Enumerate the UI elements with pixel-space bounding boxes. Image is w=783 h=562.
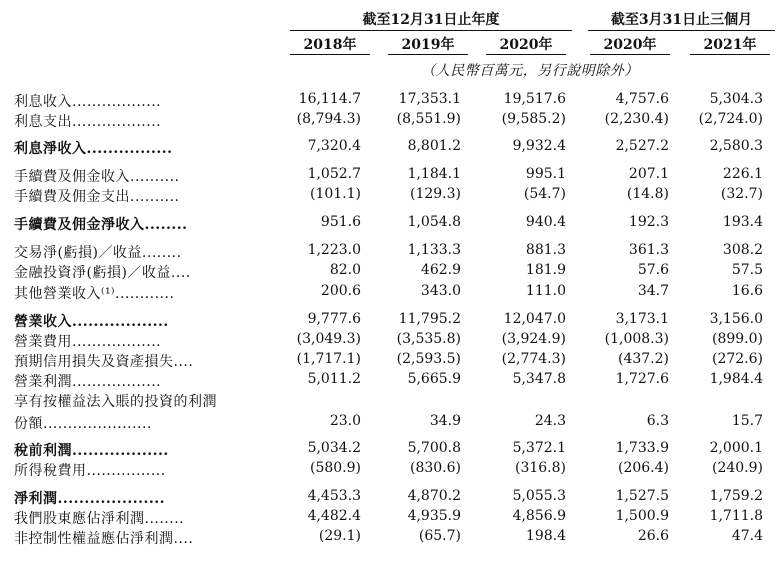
cell-value: 2,527.2 <box>615 138 669 154</box>
cell-value: 308.2 <box>722 242 763 258</box>
cell-value: 7,320.4 <box>307 138 361 154</box>
row-label: 稅前利潤.................. <box>14 443 169 459</box>
year-underline-2020-q1 <box>590 54 670 55</box>
cell-value: (2,724.0) <box>698 111 763 127</box>
cell-value: (3,049.3) <box>296 331 361 347</box>
cell-value: (240.9) <box>711 460 763 476</box>
cell-value: 5,700.8 <box>407 440 461 456</box>
header-annual-period: 截至12月31日止年度 <box>362 12 500 28</box>
table-row <box>0 311 783 331</box>
cell-value: 3,156.0 <box>709 311 763 327</box>
cell-value: 3,173.1 <box>615 311 669 327</box>
cell-value: 1,052.7 <box>307 166 361 182</box>
cell-value: (899.0) <box>711 331 763 347</box>
row-label: 份額...................... <box>14 416 152 432</box>
year-underline-2021-q1 <box>690 54 770 55</box>
cell-value: 361.3 <box>628 242 669 258</box>
cell-value: (65.7) <box>418 528 461 544</box>
year-underline-2020 <box>486 54 566 55</box>
cell-value: 9,932.4 <box>512 138 566 154</box>
cell-value: 34.7 <box>637 283 669 299</box>
table-row <box>0 138 783 158</box>
cell-value: 82.0 <box>329 262 361 278</box>
cell-value: 19,517.6 <box>503 91 566 107</box>
header-underline-annual <box>290 30 572 31</box>
year-2019: 2019年 <box>401 37 455 53</box>
header-underline-quarter <box>588 30 775 31</box>
table-row <box>0 460 783 480</box>
cell-value: 111.0 <box>525 283 566 299</box>
table-row <box>0 186 783 206</box>
header-quarter-period: 截至3月31日止三個月 <box>610 12 753 28</box>
table-row <box>0 440 783 460</box>
table-row <box>0 214 783 234</box>
cell-value: 1,184.1 <box>407 166 461 182</box>
row-label: 所得稅費用................ <box>14 463 166 479</box>
cell-value: 1,223.0 <box>307 242 361 258</box>
cell-value: (316.8) <box>514 460 566 476</box>
cell-value: 1,984.4 <box>709 371 763 387</box>
cell-value: 951.6 <box>320 214 361 230</box>
cell-value: 57.6 <box>637 262 669 278</box>
cell-value: 5,372.1 <box>512 440 566 456</box>
table-row <box>0 488 783 508</box>
cell-value: 1,733.9 <box>615 440 669 456</box>
cell-value: 1,527.5 <box>615 488 669 504</box>
cell-value: 2,580.3 <box>709 138 763 154</box>
cell-value: 4,453.3 <box>307 488 361 504</box>
cell-value: (1,717.1) <box>296 351 361 367</box>
cell-value: 940.4 <box>525 214 566 230</box>
cell-value: 5,665.9 <box>407 371 461 387</box>
row-label: 我們股東應佔淨利潤........ <box>14 511 185 527</box>
row-label: 淨利潤.................... <box>14 491 165 507</box>
cell-value: 1,711.8 <box>709 508 763 524</box>
cell-value: 226.1 <box>722 166 763 182</box>
cell-value: 57.5 <box>731 262 763 278</box>
cell-value: 1,759.2 <box>709 488 763 504</box>
cell-value: 9,777.6 <box>307 311 361 327</box>
cell-value: 47.4 <box>731 528 763 544</box>
year-2020-q1: 2020年 <box>603 37 657 53</box>
cell-value: 4,870.2 <box>407 488 461 504</box>
cell-value: 192.3 <box>628 214 669 230</box>
cell-value: (1,008.3) <box>604 331 669 347</box>
cell-value: 16,114.7 <box>298 91 361 107</box>
cell-value: 193.4 <box>722 214 763 230</box>
cell-value: (2,230.4) <box>604 111 669 127</box>
cell-value: (580.9) <box>309 460 361 476</box>
row-label: 手續費及佣金收入.......... <box>14 169 180 185</box>
row-label: 利息收入.................. <box>14 94 162 110</box>
cell-value: 181.9 <box>525 262 566 278</box>
cell-value: (54.7) <box>523 186 566 202</box>
table-row <box>0 351 783 371</box>
cell-value: 2,000.1 <box>709 440 763 456</box>
cell-value: (29.1) <box>318 528 361 544</box>
cell-value: (14.8) <box>626 186 669 202</box>
cell-value: 4,757.6 <box>615 91 669 107</box>
row-label: 金融投資淨(虧損)／收益.... <box>14 265 191 281</box>
cell-value: 5,304.3 <box>709 91 763 107</box>
row-label: 預期信用損失及資產損失.... <box>14 354 194 370</box>
year-underline-2019 <box>388 54 468 55</box>
cell-value: 5,034.2 <box>307 440 361 456</box>
cell-value: (206.4) <box>617 460 669 476</box>
table-row <box>0 331 783 351</box>
table-row <box>0 528 783 548</box>
row-label: 營業費用.................. <box>14 334 162 350</box>
table-row <box>0 371 783 391</box>
year-2020: 2020年 <box>499 37 553 53</box>
row-label: 營業利潤.................. <box>14 374 162 390</box>
cell-value: 15.7 <box>731 413 763 429</box>
row-label: 營業收入.................. <box>14 314 169 330</box>
cell-value: 26.6 <box>637 528 669 544</box>
cell-value: (101.1) <box>309 186 361 202</box>
cell-value: 5,055.3 <box>512 488 566 504</box>
cell-value: 343.0 <box>420 283 461 299</box>
table-row <box>0 111 783 131</box>
cell-value: 16.6 <box>731 283 763 299</box>
year-underline-2018 <box>290 54 370 55</box>
row-label: 非控制性權益應佔淨利潤.... <box>14 531 194 547</box>
cell-value: 23.0 <box>329 413 361 429</box>
cell-value: (3,924.9) <box>501 331 566 347</box>
row-label: 利息淨收入................ <box>14 141 173 157</box>
cell-value: (437.2) <box>617 351 669 367</box>
cell-value: 6.3 <box>646 413 669 429</box>
cell-value: 198.4 <box>525 528 566 544</box>
cell-value: 11,795.2 <box>398 311 461 327</box>
table-row <box>0 91 783 111</box>
cell-value: 34.9 <box>429 413 461 429</box>
cell-value: 4,856.9 <box>512 508 566 524</box>
cell-value: 4,935.9 <box>407 508 461 524</box>
row-label: 利息支出.................. <box>14 114 162 130</box>
row-label: 手續費及佣金支出.......... <box>14 189 180 205</box>
row-label: 其他營業收入⁽¹⁾............ <box>14 286 175 302</box>
cell-value: (8,551.9) <box>396 111 461 127</box>
cell-value: 1,727.6 <box>615 371 669 387</box>
cell-value: (2,774.3) <box>501 351 566 367</box>
table-row <box>0 283 783 303</box>
cell-value: (32.7) <box>720 186 763 202</box>
cropped-text-line <box>30 0 480 6</box>
cell-value: 8,801.2 <box>407 138 461 154</box>
cell-value: 4,482.4 <box>307 508 361 524</box>
cell-value: (830.6) <box>409 460 461 476</box>
cell-value: 1,500.9 <box>615 508 669 524</box>
cell-value: 881.3 <box>525 242 566 258</box>
year-2021-q1: 2021年 <box>703 37 757 53</box>
cell-value: 207.1 <box>628 166 669 182</box>
table-row <box>0 413 783 433</box>
cell-value: 12,047.0 <box>503 311 566 327</box>
cell-value: 462.9 <box>420 262 461 278</box>
cell-value: 1,054.8 <box>407 214 461 230</box>
row-label: 享有按權益法入賬的投資的利潤 <box>14 394 217 410</box>
table-row <box>0 242 783 262</box>
row-label: 交易淨(虧損)／收益........ <box>14 245 182 261</box>
cell-value: (3,535.8) <box>396 331 461 347</box>
year-2018: 2018年 <box>303 37 357 53</box>
row-label: 手續費及佣金淨收入........ <box>14 217 188 233</box>
cell-value: 5,011.2 <box>307 371 361 387</box>
cell-value: (129.3) <box>409 186 461 202</box>
cell-value: 995.1 <box>525 166 566 182</box>
cell-value: 17,353.1 <box>398 91 461 107</box>
table-row <box>0 166 783 186</box>
cell-value: 5,347.8 <box>512 371 566 387</box>
cell-value: 24.3 <box>534 413 566 429</box>
cell-value: (9,585.2) <box>501 111 566 127</box>
cell-value: (272.6) <box>711 351 763 367</box>
unit-note: （人民幣百萬元，另行說明除外） <box>421 63 639 79</box>
table-row <box>0 262 783 282</box>
cell-value: (2,593.5) <box>396 351 461 367</box>
cell-value: (8,794.3) <box>296 111 361 127</box>
cell-value: 200.6 <box>320 283 361 299</box>
cell-value: 1,133.3 <box>407 242 461 258</box>
table-row <box>0 508 783 528</box>
table-row <box>0 391 783 411</box>
